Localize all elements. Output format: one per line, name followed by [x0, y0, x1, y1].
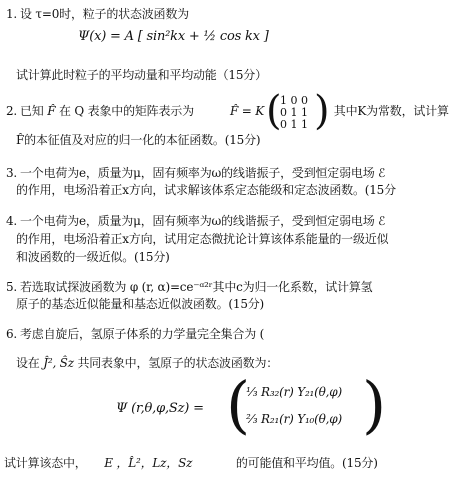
q2-matrix: [280, 95, 308, 131]
q6-line1: [6, 327, 264, 341]
q6-operators: Ĵ², Ŝz: [43, 356, 74, 370]
q2-text-a: 已知: [20, 104, 44, 118]
q6-number: 6.: [6, 327, 18, 341]
q6-psi-row1: ⅓ R₃₂(r) Y₂₁(θ,φ): [246, 385, 342, 399]
q2-operator: F̂: [47, 104, 56, 118]
q1-text: 设 τ=0时，粒子的状态波函数为: [20, 7, 189, 21]
q2-number: 2.: [6, 104, 18, 118]
q2-text-c: ，其中K为常数，试计算: [322, 104, 449, 118]
q4-line1: [6, 214, 385, 228]
q2-line2: F̂的本征值及对应的归一化的本征函数。(15分): [16, 133, 261, 147]
q6-task-b: 的可能值和平均值。(15分): [235, 456, 378, 470]
q2-matrix-row: 0 1 1: [280, 118, 308, 131]
q6-task-operators: E ，L̂²，Lz，Sz: [104, 456, 193, 470]
q6-task: [4, 456, 378, 470]
q2-line1: [6, 104, 194, 118]
q2-matrix-right-paren: ): [314, 88, 330, 134]
q2-matrix-prefix: F̂ = K: [230, 104, 264, 118]
q4-line3: 和波函数的一级近似。(15分): [16, 250, 170, 264]
q1-line1: [6, 7, 189, 21]
q4-text: 一个电荷为e，质量为μ，固有频率为ω的线谐振子，受到恒定弱电场 ℰ: [20, 214, 386, 228]
q6-psi-right-paren: ): [362, 368, 387, 441]
q1-task: 试计算此时粒子的平均动量和平均动能（15分）: [16, 68, 267, 82]
q6-psi-lhs: Ψ (r,θ,φ,Sz) =: [116, 401, 204, 416]
q4-number: 4.: [6, 214, 18, 228]
q4-line2: 的作用，电场沿着正x方向，试用定态微扰论计算该体系能量的一级近似: [16, 232, 389, 246]
q5-text: 若选取试探波函数为 φ (r, α)=ce⁻ᵅ²ʳ其中c为归一化系数，试计算氢: [20, 280, 373, 294]
q5-line1: [6, 280, 372, 294]
q6-psi-left-paren: (: [226, 368, 251, 441]
q2-matrix-row: 1 0 0: [280, 94, 308, 107]
q3-line2: 的作用，电场沿着正x方向，试求解该体系定态能级和定态波函数。(15分: [16, 183, 396, 197]
q2-matrix-row: 0 1 1: [280, 106, 308, 119]
q1-formula: Ψ(x) = A [ sin²kx + ½ cos kx ]: [78, 29, 269, 44]
q1-number: 1.: [6, 7, 18, 21]
q6-text-b: 共同表象中，氢原子的状态波函数为：: [77, 356, 279, 370]
q6-text: 考虑自旋后，氢原子体系的力学量完全集合为 (: [20, 327, 265, 341]
q5-line2: 原子的基态近似能量和基态近似波函数。(15分): [16, 297, 265, 311]
q2-matrix-left-paren: (: [266, 88, 282, 134]
q6-task-a: 试计算该态中，: [4, 456, 87, 470]
q6-psi-row2: ⅔ R₂₁(r) Y₁₀(θ,φ): [246, 412, 342, 426]
q3-text: 一个电荷为e，质量为μ，固有频率为ω的线谐振子，受到恒定弱电场 ℰ: [20, 166, 386, 180]
q2-text-b: 在 Q 表象中的矩阵表示为: [59, 104, 194, 118]
q6-text-a: 设在: [16, 356, 40, 370]
q5-number: 5.: [6, 280, 18, 294]
q3-number: 3.: [6, 166, 18, 180]
q3-line1: [6, 166, 385, 180]
